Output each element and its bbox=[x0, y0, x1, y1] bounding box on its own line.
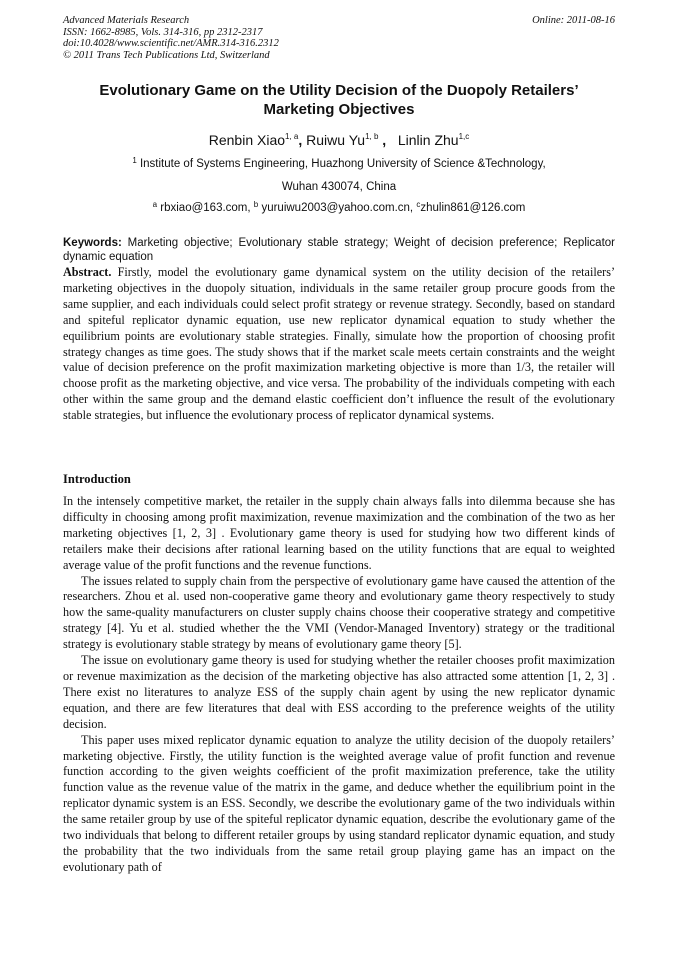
author-list: Renbin Xiao$^{1, a}$, Ruiwu Yu$^{1, b}$ , Linlin Zhu$^{1,c}$ bbox=[208, 132, 470, 148]
author-3-sup: 1,c bbox=[458, 132, 470, 141]
author-emails bbox=[63, 201, 615, 215]
affiliation-text-2: Wuhan 430074, China bbox=[281, 181, 397, 193]
doi-line: doi:10.4028/www.scientific.net/AMR.314-316.2312 bbox=[63, 38, 279, 49]
online-date: Online: 2011-08-16 bbox=[532, 15, 615, 26]
intro-paragraph-3: The issue on evolutionary game theory is used for studying whether the retailer chooses profit maximization or revenue maximization as the decision of the marketing objective has also attracted some attention [1, 2, 3] . There exist no literatures to analyze ESS of the supply chain agent by using the new replicator dynamic equation, and there are few literatures that deal with ESS according to the preference weights of the utility decision. bbox=[63, 653, 615, 731]
copyright-line: © 2011 Trans Tech Publications Ltd, Switzerland bbox=[63, 49, 270, 61]
journal-header bbox=[63, 15, 615, 61]
introduction-body bbox=[63, 494, 615, 876]
affiliation-line-2 bbox=[63, 180, 615, 194]
author-3-name: Linlin Zhu bbox=[397, 132, 459, 148]
email-c-sup: c bbox=[416, 200, 421, 209]
journal-name: Advanced Materials Research bbox=[63, 15, 190, 26]
author-1-name: Renbin Xiao bbox=[208, 132, 286, 148]
introduction-heading: Introduction bbox=[63, 472, 131, 486]
affiliation-line-1 bbox=[63, 157, 615, 171]
title-line-2: Marketing Objectives bbox=[263, 101, 415, 118]
intro-paragraph-1: In the intensely competitive market, the retailer in the supply chain always falls into dilemma because she has difficulty in choosing among profit maximization, revenue maximization and the combination of the two as her marketing objectives [1, 2, 3] . Evolutionary game theory is used for studying how two different kinds of retailers make their decisions after rational learning based on the utility functions that are equal to weighted average value of the profit functions and the revenue functions. bbox=[63, 494, 615, 572]
keywords bbox=[63, 237, 615, 264]
abstract-text: Firstly, model the evolutionary game dynamical system on the utility decision of the retailers’ marketing objectives in the duopoly situation, individuals in the same retailer group procure goods from the same supplier, and each individuals could select profit strategy or revenue strategy. Secondly, based on standard and spiteful replicator dynamic equation, use new replicator dynamical equation to study whether the equilibrium points are evolutionary stable strategies. Finally, simulate how the proportion of choosing profit strategy changes as time goes. The study shows that if the market scale meets certain constraints and the weight value of decision preference on the profit maximization marketing objective is more than 1/3, the retailer will choose profit as the marketing objective, and vice versa. The probability of the individuals competing with each other within the same group and the demand elastic coefficient don’t influence the result of the evolutionary stable strategies, but influence the evolutionary process of replicator dynamical systems. bbox=[63, 265, 615, 423]
paper-title bbox=[63, 81, 615, 119]
abstract bbox=[63, 265, 615, 424]
keywords-label: Keywords: bbox=[63, 237, 122, 249]
author-1-sup: 1, a bbox=[285, 132, 299, 141]
keywords-text: Marketing objective; Evolutionary stable strategy; Weight of decision preference; Replicator dynamic equation bbox=[63, 237, 615, 263]
abstract-label: Abstract. bbox=[63, 265, 112, 279]
intro-paragraph-2: The issues related to supply chain from the perspective of evolutionary game have caused the attention of the researchers. Zhou et al. used non-cooperative game theory and evolutionary game theory respectively to study how the same-quality manufacturers on cluster supply chains choose their cooperative strategy and competitive strategy [4]. Yu et al. studied whether the the VMI (Vendor-Managed Inventory) strategy or the traditional strategy is evolutionary stable strategy by means of evolutionary game theory [5]. bbox=[63, 573, 615, 652]
author-2-sup: 1, b bbox=[365, 132, 379, 141]
email-a-sup: a bbox=[152, 200, 158, 209]
author-2-name: Ruiwu Yu bbox=[306, 132, 366, 148]
affiliation-sup: 1 bbox=[132, 156, 137, 165]
email-b: yuruiwu2003@yahoo.com.cn, bbox=[261, 202, 414, 214]
email-c: zhulin861@126.com bbox=[420, 202, 526, 214]
email-b-sup: b bbox=[253, 200, 259, 209]
email-a: rbxiao@163.com, bbox=[160, 202, 251, 214]
title-line-1: Evolutionary Game on the Utility Decision of the Duopoly Retailers’ bbox=[99, 82, 579, 99]
issn-line: ISSN: 1662-8985, Vols. 314-316, pp 2312-2317 bbox=[63, 26, 263, 38]
intro-paragraph-4: This paper uses mixed replicator dynamic equation to analyze the utility decision of the duopoly retailers’ marketing objective. Firstly, the utility function is the weighted average value of profit function and revenue function according to the given weights coefficient of the profit maximization preference, take the utility function value as the revenue value of the matrix in the game, and deduce whether the equilibrium point in the replicator dynamic system is an ESS. Secondly, we describe the evolutionary game of the two individuals within the same retailer group by use of the spiteful replicator dynamic equation, describe the evolutionary game of the two individuals that belong to different retailer groups by using standard replicator dynamic equation, and study the probability that the two individuals from the same retail group playing game has an impact on the evolutionary path of bbox=[63, 732, 615, 874]
affiliation-text-1: Institute of Systems Engineering, Huazhong University of Science &Technology, bbox=[139, 158, 546, 170]
